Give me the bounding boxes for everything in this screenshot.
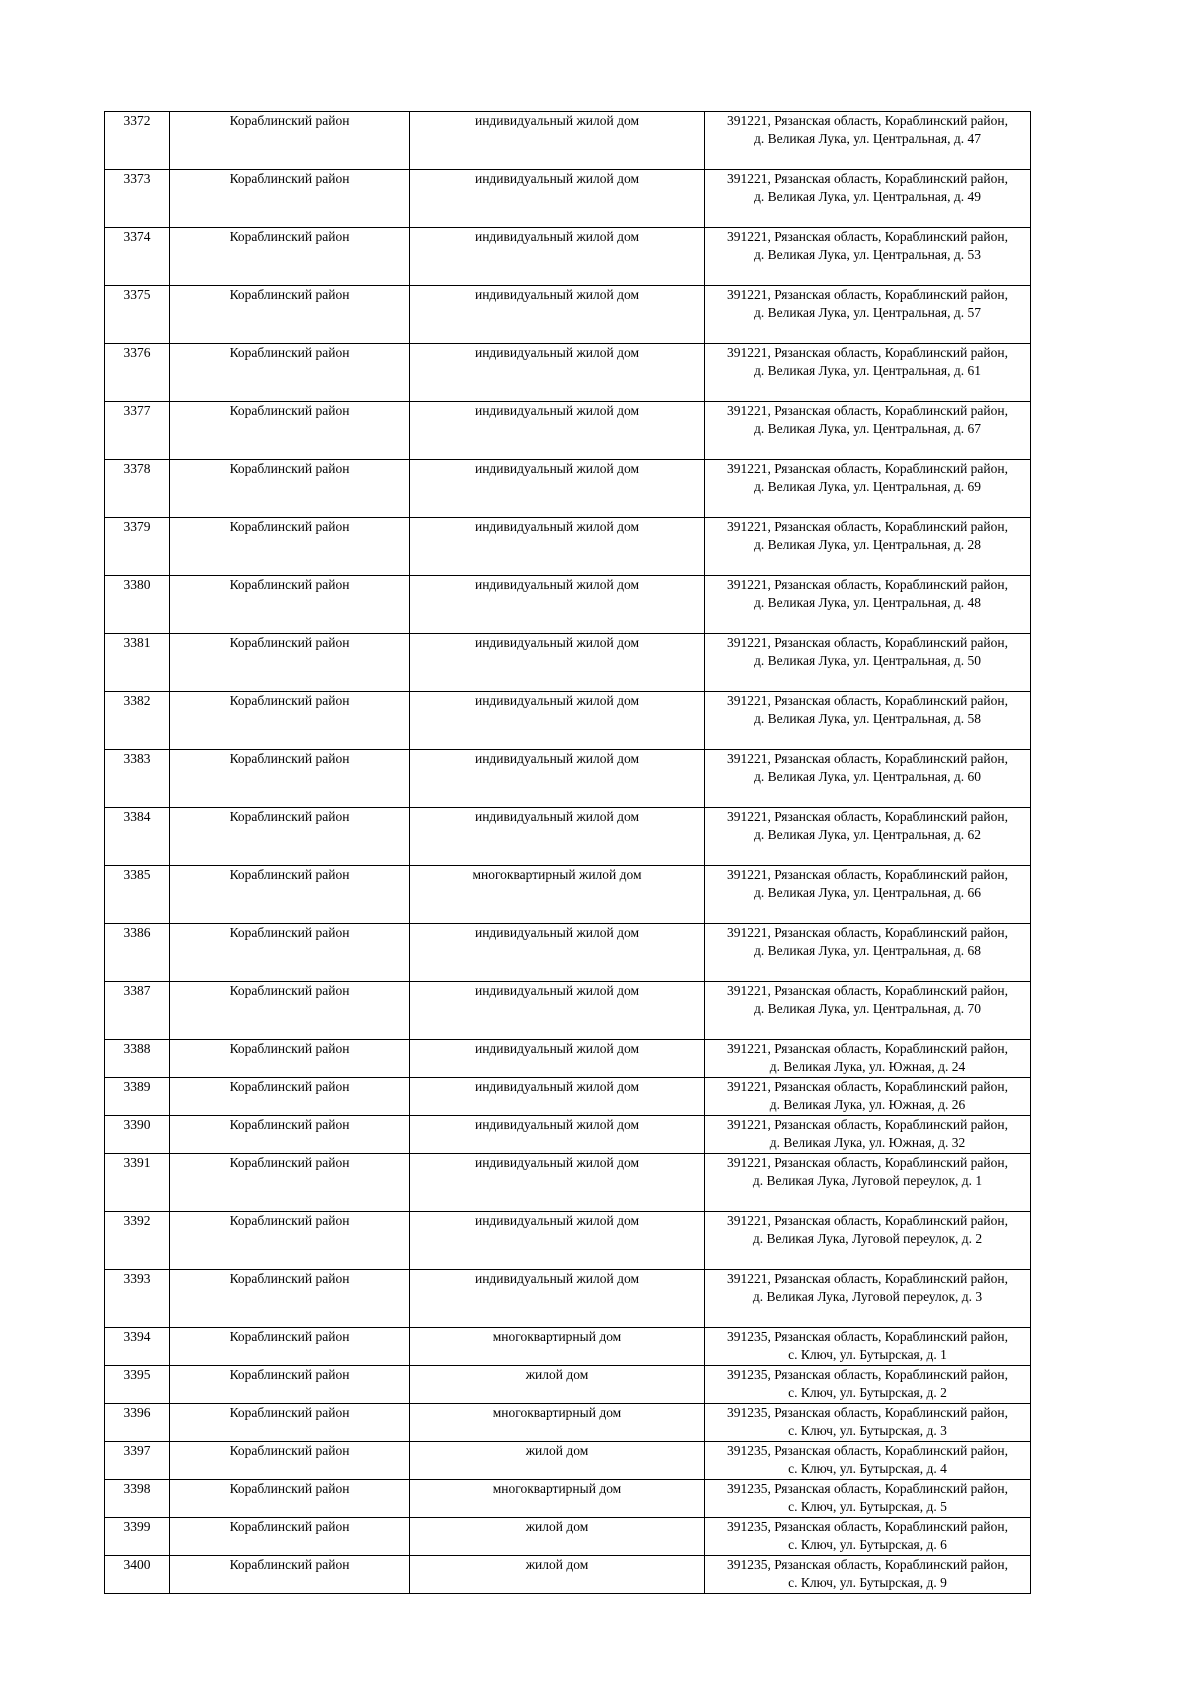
row-number: 3400 <box>105 1556 170 1594</box>
district-cell: Кораблинский район <box>170 1366 410 1404</box>
building-type-cell: индивидуальный жилой дом <box>410 402 705 460</box>
address-cell <box>705 344 1031 402</box>
address-cell <box>705 634 1031 692</box>
building-type-cell: жилой дом <box>410 1556 705 1594</box>
address-line-street: д. Великая Лука, ул. Центральная, д. 53 <box>754 247 981 262</box>
table-row <box>105 1270 1031 1328</box>
building-type-cell: индивидуальный жилой дом <box>410 112 705 170</box>
row-number: 3372 <box>105 112 170 170</box>
building-type-cell: индивидуальный жилой дом <box>410 808 705 866</box>
building-type-cell: многоквартирный жилой дом <box>410 866 705 924</box>
building-type-cell: индивидуальный жилой дом <box>410 1116 705 1154</box>
address-line-street: д. Великая Лука, ул. Центральная, д. 58 <box>754 711 981 726</box>
address-line-street: д. Великая Лука, ул. Центральная, д. 49 <box>754 189 981 204</box>
building-type-cell: индивидуальный жилой дом <box>410 286 705 344</box>
address-cell <box>705 1366 1031 1404</box>
table-row <box>105 170 1031 228</box>
row-number: 3380 <box>105 576 170 634</box>
address-line-region: 391221, Рязанская область, Кораблинский район, <box>727 925 1008 940</box>
table-row <box>105 344 1031 402</box>
row-number: 3393 <box>105 1270 170 1328</box>
address-line-region: 391221, Рязанская область, Кораблинский район, <box>727 403 1008 418</box>
address-line-region: 391235, Рязанская область, Кораблинский район, <box>727 1481 1008 1496</box>
row-number: 3390 <box>105 1116 170 1154</box>
district-cell: Кораблинский район <box>170 402 410 460</box>
building-type-cell: многоквартирный дом <box>410 1328 705 1366</box>
address-line-street: д. Великая Лука, Луговой переулок, д. 1 <box>752 1173 983 1188</box>
address-line-region: 391221, Рязанская область, Кораблинский район, <box>727 171 1008 186</box>
address-line-region: 391221, Рязанская область, Кораблинский район, <box>727 809 1008 824</box>
table-row <box>105 692 1031 750</box>
row-number: 3396 <box>105 1404 170 1442</box>
address-line-street: с. Ключ, ул. Бутырская, д. 5 <box>788 1499 947 1514</box>
row-number: 3389 <box>105 1078 170 1116</box>
address-cell <box>705 1518 1031 1556</box>
district-cell: Кораблинский район <box>170 750 410 808</box>
address-line-region: 391221, Рязанская область, Кораблинский район, <box>727 1213 1008 1228</box>
address-line-street: д. Великая Лука, ул. Южная, д. 32 <box>769 1135 966 1150</box>
table-row <box>105 750 1031 808</box>
district-cell: Кораблинский район <box>170 1556 410 1594</box>
district-cell: Кораблинский район <box>170 1040 410 1078</box>
address-cell <box>705 692 1031 750</box>
address-line-street: д. Великая Лука, ул. Центральная, д. 61 <box>754 363 981 378</box>
district-cell: Кораблинский район <box>170 924 410 982</box>
address-cell <box>705 1480 1031 1518</box>
building-type-cell: многоквартирный дом <box>410 1404 705 1442</box>
address-cell <box>705 1078 1031 1116</box>
address-line-region: 391221, Рязанская область, Кораблинский район, <box>727 287 1008 302</box>
address-line-region: 391235, Рязанская область, Кораблинский район, <box>727 1557 1008 1572</box>
address-line-region: 391221, Рязанская область, Кораблинский район, <box>727 577 1008 592</box>
address-line-street: с. Ключ, ул. Бутырская, д. 2 <box>788 1385 947 1400</box>
row-number: 3394 <box>105 1328 170 1366</box>
district-cell: Кораблинский район <box>170 460 410 518</box>
address-cell <box>705 460 1031 518</box>
table-row <box>105 402 1031 460</box>
address-line-region: 391221, Рязанская область, Кораблинский район, <box>727 983 1008 998</box>
building-type-cell: индивидуальный жилой дом <box>410 170 705 228</box>
row-number: 3388 <box>105 1040 170 1078</box>
table-row <box>105 1556 1031 1594</box>
table-row <box>105 1366 1031 1404</box>
address-line-region: 391235, Рязанская область, Кораблинский район, <box>727 1405 1008 1420</box>
address-cell <box>705 1212 1031 1270</box>
address-line-street: д. Великая Лука, ул. Центральная, д. 47 <box>754 131 981 146</box>
address-line-street: д. Великая Лука, ул. Центральная, д. 67 <box>754 421 981 436</box>
address-line-street: д. Великая Лука, ул. Южная, д. 24 <box>769 1059 966 1074</box>
table-row <box>105 1442 1031 1480</box>
table-row <box>105 112 1031 170</box>
address-cell <box>705 1040 1031 1078</box>
district-cell: Кораблинский район <box>170 866 410 924</box>
table-row <box>105 924 1031 982</box>
address-cell <box>705 112 1031 170</box>
address-cell <box>705 286 1031 344</box>
building-type-cell: индивидуальный жилой дом <box>410 692 705 750</box>
address-line-region: 391221, Рязанская область, Кораблинский район, <box>727 1271 1008 1286</box>
district-cell: Кораблинский район <box>170 1518 410 1556</box>
address-cell <box>705 1328 1031 1366</box>
district-cell: Кораблинский район <box>170 1212 410 1270</box>
row-number: 3398 <box>105 1480 170 1518</box>
table-row <box>105 460 1031 518</box>
address-line-region: 391221, Рязанская область, Кораблинский район, <box>727 345 1008 360</box>
address-line-street: д. Великая Лука, ул. Южная, д. 26 <box>769 1097 966 1112</box>
table-row <box>105 1328 1031 1366</box>
address-cell <box>705 750 1031 808</box>
building-type-cell: индивидуальный жилой дом <box>410 1154 705 1212</box>
table-row <box>105 576 1031 634</box>
address-cell <box>705 808 1031 866</box>
district-cell: Кораблинский район <box>170 286 410 344</box>
building-type-cell: многоквартирный дом <box>410 1480 705 1518</box>
table-row <box>105 1078 1031 1116</box>
address-line-region: 391221, Рязанская область, Кораблинский район, <box>727 1155 1008 1170</box>
building-type-cell: индивидуальный жилой дом <box>410 228 705 286</box>
address-cell <box>705 1116 1031 1154</box>
address-line-street: д. Великая Лука, Луговой переулок, д. 3 <box>752 1289 983 1304</box>
row-number: 3381 <box>105 634 170 692</box>
building-type-cell: индивидуальный жилой дом <box>410 1040 705 1078</box>
district-cell: Кораблинский район <box>170 576 410 634</box>
district-cell: Кораблинский район <box>170 112 410 170</box>
district-cell: Кораблинский район <box>170 1270 410 1328</box>
address-line-region: 391221, Рязанская область, Кораблинский район, <box>727 1117 1008 1132</box>
address-cell <box>705 866 1031 924</box>
table-row <box>105 982 1031 1040</box>
address-line-region: 391221, Рязанская область, Кораблинский район, <box>727 229 1008 244</box>
address-line-street: д. Великая Лука, ул. Центральная, д. 60 <box>754 769 981 784</box>
address-cell <box>705 518 1031 576</box>
table-row <box>105 1116 1031 1154</box>
building-type-cell: индивидуальный жилой дом <box>410 1212 705 1270</box>
building-type-cell: индивидуальный жилой дом <box>410 634 705 692</box>
address-line-region: 391221, Рязанская область, Кораблинский район, <box>727 519 1008 534</box>
registry-table <box>104 111 1031 1594</box>
row-number: 3376 <box>105 344 170 402</box>
address-cell <box>705 402 1031 460</box>
row-number: 3385 <box>105 866 170 924</box>
address-line-street: д. Великая Лука, ул. Центральная, д. 69 <box>754 479 981 494</box>
address-line-region: 391221, Рязанская область, Кораблинский район, <box>727 1079 1008 1094</box>
building-type-cell: индивидуальный жилой дом <box>410 518 705 576</box>
table-row <box>105 286 1031 344</box>
address-line-region: 391235, Рязанская область, Кораблинский район, <box>727 1443 1008 1458</box>
table-row <box>105 1154 1031 1212</box>
row-number: 3374 <box>105 228 170 286</box>
address-cell <box>705 1404 1031 1442</box>
address-line-street: д. Великая Лука, ул. Центральная, д. 70 <box>754 1001 981 1016</box>
row-number: 3383 <box>105 750 170 808</box>
row-number: 3399 <box>105 1518 170 1556</box>
address-cell <box>705 1270 1031 1328</box>
table-row <box>105 866 1031 924</box>
address-cell <box>705 1442 1031 1480</box>
address-line-region: 391221, Рязанская область, Кораблинский район, <box>727 867 1008 882</box>
building-type-cell: индивидуальный жилой дом <box>410 924 705 982</box>
building-type-cell: индивидуальный жилой дом <box>410 750 705 808</box>
address-line-street: с. Ключ, ул. Бутырская, д. 1 <box>788 1347 947 1362</box>
building-type-cell: индивидуальный жилой дом <box>410 982 705 1040</box>
address-line-street: д. Великая Лука, ул. Центральная, д. 50 <box>754 653 981 668</box>
address-cell <box>705 576 1031 634</box>
address-line-street: д. Великая Лука, ул. Центральная, д. 57 <box>754 305 981 320</box>
building-type-cell: индивидуальный жилой дом <box>410 460 705 518</box>
district-cell: Кораблинский район <box>170 1154 410 1212</box>
address-cell <box>705 170 1031 228</box>
building-type-cell: жилой дом <box>410 1518 705 1556</box>
address-line-region: 391221, Рязанская область, Кораблинский район, <box>727 635 1008 650</box>
district-cell: Кораблинский район <box>170 228 410 286</box>
row-number: 3384 <box>105 808 170 866</box>
district-cell: Кораблинский район <box>170 808 410 866</box>
row-number: 3387 <box>105 982 170 1040</box>
address-line-street: д. Великая Лука, ул. Центральная, д. 62 <box>754 827 981 842</box>
row-number: 3382 <box>105 692 170 750</box>
district-cell: Кораблинский район <box>170 1480 410 1518</box>
district-cell: Кораблинский район <box>170 634 410 692</box>
address-cell <box>705 1154 1031 1212</box>
table-row <box>105 1480 1031 1518</box>
building-type-cell: индивидуальный жилой дом <box>410 576 705 634</box>
registry-body <box>105 112 1031 1594</box>
table-row <box>105 1040 1031 1078</box>
district-cell: Кораблинский район <box>170 344 410 402</box>
district-cell: Кораблинский район <box>170 1328 410 1366</box>
table-row <box>105 634 1031 692</box>
table-row <box>105 518 1031 576</box>
table-row <box>105 808 1031 866</box>
address-cell <box>705 924 1031 982</box>
district-cell: Кораблинский район <box>170 1116 410 1154</box>
row-number: 3373 <box>105 170 170 228</box>
row-number: 3378 <box>105 460 170 518</box>
address-line-street: д. Великая Лука, ул. Центральная, д. 48 <box>754 595 981 610</box>
building-type-cell: жилой дом <box>410 1366 705 1404</box>
row-number: 3397 <box>105 1442 170 1480</box>
table-row <box>105 1212 1031 1270</box>
address-line-region: 391235, Рязанская область, Кораблинский район, <box>727 1367 1008 1382</box>
row-number: 3379 <box>105 518 170 576</box>
address-line-region: 391235, Рязанская область, Кораблинский район, <box>727 1519 1008 1534</box>
row-number: 3391 <box>105 1154 170 1212</box>
row-number: 3392 <box>105 1212 170 1270</box>
row-number: 3395 <box>105 1366 170 1404</box>
row-number: 3386 <box>105 924 170 982</box>
address-line-region: 391221, Рязанская область, Кораблинский район, <box>727 1041 1008 1056</box>
address-line-street: д. Великая Лука, ул. Центральная, д. 66 <box>754 885 981 900</box>
table-row <box>105 228 1031 286</box>
address-line-street: с. Ключ, ул. Бутырская, д. 9 <box>788 1575 947 1590</box>
address-line-region: 391221, Рязанская область, Кораблинский район, <box>727 461 1008 476</box>
address-line-street: д. Великая Лука, Луговой переулок, д. 2 <box>752 1231 983 1246</box>
address-line-street: с. Ключ, ул. Бутырская, д. 4 <box>788 1461 947 1476</box>
table-row <box>105 1518 1031 1556</box>
district-cell: Кораблинский район <box>170 1078 410 1116</box>
district-cell: Кораблинский район <box>170 692 410 750</box>
district-cell: Кораблинский район <box>170 170 410 228</box>
building-type-cell: жилой дом <box>410 1442 705 1480</box>
address-line-region: 391221, Рязанская область, Кораблинский район, <box>727 113 1008 128</box>
building-type-cell: индивидуальный жилой дом <box>410 1078 705 1116</box>
table-row <box>105 1404 1031 1442</box>
address-cell <box>705 228 1031 286</box>
address-line-street: д. Великая Лука, ул. Центральная, д. 28 <box>754 537 981 552</box>
address-line-region: 391221, Рязанская область, Кораблинский район, <box>727 751 1008 766</box>
address-line-street: с. Ключ, ул. Бутырская, д. 3 <box>788 1423 947 1438</box>
row-number: 3377 <box>105 402 170 460</box>
address-line-region: 391235, Рязанская область, Кораблинский район, <box>727 1329 1008 1344</box>
address-cell <box>705 982 1031 1040</box>
address-line-street: д. Великая Лука, ул. Центральная, д. 68 <box>754 943 981 958</box>
district-cell: Кораблинский район <box>170 1442 410 1480</box>
district-cell: Кораблинский район <box>170 1404 410 1442</box>
district-cell: Кораблинский район <box>170 518 410 576</box>
row-number: 3375 <box>105 286 170 344</box>
address-line-street: с. Ключ, ул. Бутырская, д. 6 <box>788 1537 947 1552</box>
building-type-cell: индивидуальный жилой дом <box>410 344 705 402</box>
district-cell: Кораблинский район <box>170 982 410 1040</box>
address-line-region: 391221, Рязанская область, Кораблинский район, <box>727 693 1008 708</box>
address-cell <box>705 1556 1031 1594</box>
building-type-cell: индивидуальный жилой дом <box>410 1270 705 1328</box>
